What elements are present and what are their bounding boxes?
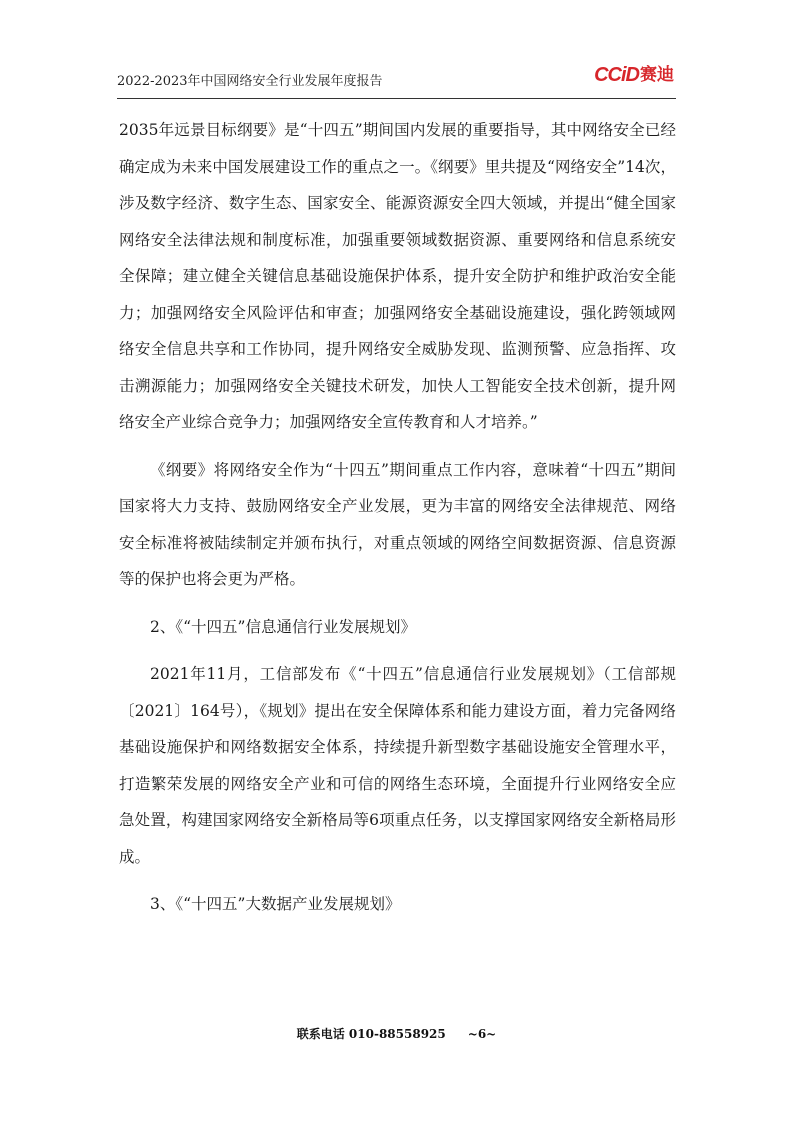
- page-header: [117, 52, 676, 99]
- paragraph-spacer: [119, 441, 676, 452]
- paragraph-spacer: [119, 645, 676, 656]
- paragraph-spacer: [119, 875, 676, 886]
- page-footer: [0, 1025, 793, 1042]
- paragraph-outline-meaning: 《纲要》将网络安全作为“十四五”期间重点工作内容，意味着“十四五”期间国家将大力支持、鼓励网络安全产业发展，更为丰富的网络安全法律规范、网络安全标准将被陆续制定并颁布执行，对重点领域的网络空间数据资源、信息资源等的保护也将会更为严格。: [119, 460, 676, 588]
- section-heading-bigdata-plan: 3、《“十四五”大数据产业发展规划》: [150, 895, 401, 913]
- logo-chinese-text: 赛迪: [640, 65, 674, 85]
- section-heading-ict-plan: 2、《“十四五”信息通信行业发展规划》: [150, 617, 416, 636]
- contact-phone: 联系电话 010-88558925: [296, 1027, 446, 1041]
- report-title: 2022-2023年中国网络安全行业发展年度报告: [117, 74, 383, 89]
- paragraph-ict-plan: 2021年11月，工信部发布《“十四五”信息通信行业发展规划》（工信部规〔2021〕164号），《规划》提出在安全保障体系和能力建设方面，着力完备网络基础设施保护和网络数据安全体系，持续提升新型数字基础设施安全管理水平，打造繁荣发展的网络安全产业和可信的网络生态环境，全面提升行业网络安全应急处置，构建国家网络安全新格局等6项重点任务，以支撑国家网络安全新格局形成。: [119, 665, 676, 866]
- page-number: ~6~: [467, 1027, 497, 1041]
- logo-latin-text: CCiD: [594, 64, 639, 86]
- ccid-logo: [594, 65, 674, 85]
- body-content: [119, 112, 676, 923]
- paragraph-outline-continuation: 2035年远景目标纲要》是“十四五”期间国内发展的重要指导，其中网络安全已经确定成为未来中国发展建设工作的重点之一。《纲要》里共提及“网络安全”14次，涉及数字经济、数字生态、国家安全、能源资源安全四大领域，并提出“健全国家网络安全法律法规和制度标准，加强重要领域数据资源、重要网络和信息系统安全保障；建立健全关键信息基础设施保护体系，提升安全防护和维护政治安全能力；加强网络安全风险评估和审查；加强网络安全基础设施建设，强化跨领域网络安全信息共享和工作协同，提升网络安全威胁发现、监测预警、应急指挥、攻击溯源能力；加强网络安全关键技术研发，加快人工智能安全技术创新，提升网络安全产业综合竞争力；加强网络安全宣传教育和人才培养。”: [119, 121, 676, 431]
- paragraph-spacer: [119, 598, 676, 609]
